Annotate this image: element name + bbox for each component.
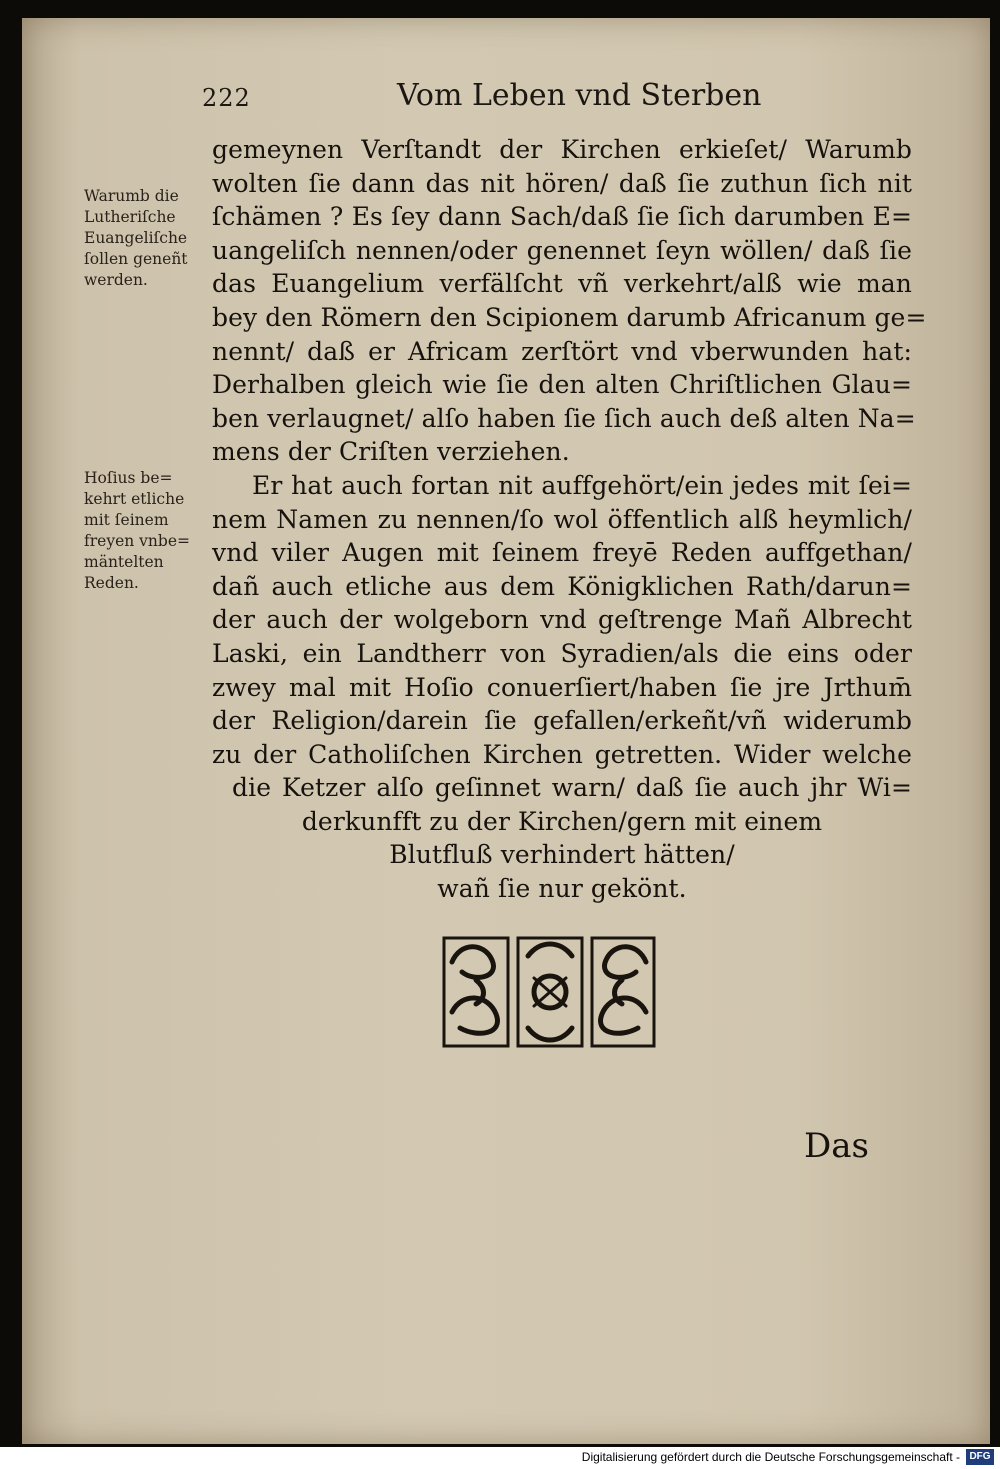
ornament-block-center <box>518 938 582 1046</box>
margin-note-line: Lutheriſche <box>84 208 176 226</box>
text-line: zu der Catholiſchen Kirchen getretten. Wider welche <box>212 739 912 769</box>
text-line: uangeliſch nennen/oder genennet ſeyn wöllen/ daß ſie <box>212 235 912 265</box>
text-line: nem Namen zu nennen/ſo wol öffentlich alß heymlich/ <box>212 504 912 534</box>
margin-note <box>84 186 188 291</box>
text-line: Laski, ein Landtherr von Syradien/als die eins oder <box>212 638 912 668</box>
text-line: wolten ſie dann das nit hören/ daß ſie zuthun ſich nit <box>212 168 912 198</box>
text-line: dañ auch etliche aus dem Königklichen Rath/darun= <box>212 571 912 601</box>
text-line: ſchämen ? Es ſey dann Sach/daß ſie ſich darumben E= <box>212 202 912 232</box>
text-line: wañ ſie nur gekönt. <box>437 874 687 904</box>
text-line: Derhalben gleich wie ſie den alten Chriſtlichen Glau= <box>212 370 912 400</box>
text-line: derkunfft zu der Kirchen/gern mit einem <box>301 806 823 836</box>
margin-note-line: ſollen geneñt <box>84 250 188 268</box>
text-line: der auch der wolgeborn vnd geſtrenge Mañ Albrecht <box>212 605 912 635</box>
footer-bar <box>0 1447 1000 1469</box>
text-line: nennt/ daß er Africam zerſtört vnd vberwunden hat: <box>212 336 912 366</box>
text-line: das Euangelium verfälſcht vñ verkehrt/alß wie man <box>212 269 912 299</box>
margin-note <box>84 468 190 594</box>
catchword: Das <box>804 1126 869 1166</box>
text-line: die Ketzer alſo geſinnet warn/ daß ſie auch jhr Wi= <box>232 773 912 803</box>
book-page <box>22 18 990 1444</box>
margin-note-line: Reden. <box>84 574 139 592</box>
text-line: Er hat auch fortan nit auffgehört/ein jedes mit ſei= <box>252 470 912 500</box>
ornament-block-left <box>444 938 508 1046</box>
text-line: Blutfluß verhindert hätten/ <box>389 840 735 870</box>
text-line: gemeynen Verſtandt der Kirchen erkieſet/ Warumb <box>212 135 912 164</box>
margin-note-line: Hoſius be= <box>84 469 173 487</box>
margin-note-line: Warumb die <box>84 187 179 205</box>
running-title: Vom Leben vnd Sterben <box>397 78 762 113</box>
margin-note-line: mit ſeinem <box>84 511 169 529</box>
text-line: vnd viler Augen mit ſeinem freyē Reden auffgethan/ <box>212 538 912 568</box>
text-line: mens der Criſten verziehen. <box>212 437 570 467</box>
printer-ornament <box>440 932 658 1052</box>
funding-credit: Digitalisierung gefördert durch die Deutsche Forschungsgemeinschaft - <box>581 1450 960 1464</box>
dfg-logo: DFG <box>966 1449 994 1465</box>
text-line: der Religion/darein ſie gefallen/erkeñt/vñ widerumb <box>212 706 912 736</box>
text-line: zwey mal mit Hoſio conuerſiert/haben ſie jre Jrthum̄ <box>212 672 912 702</box>
margin-note-line: werden. <box>84 271 148 289</box>
margin-note-line: kehrt etliche <box>84 490 185 508</box>
margin-note-line: freyen vnbe= <box>84 532 190 550</box>
body-text <box>212 133 927 906</box>
margin-note-line: Euangeliſche <box>84 229 188 247</box>
page-number: 222 <box>202 84 251 112</box>
text-line: bey den Römern den Scipionem darumb Africanum ge= <box>212 302 927 332</box>
ornament-block-right <box>592 938 654 1046</box>
text-line: ben verlaugnet/ alſo haben ſie ſich auch deß alten Na= <box>212 403 916 433</box>
margin-note-line: mäntelten <box>84 553 164 571</box>
page-header <box>202 70 762 120</box>
